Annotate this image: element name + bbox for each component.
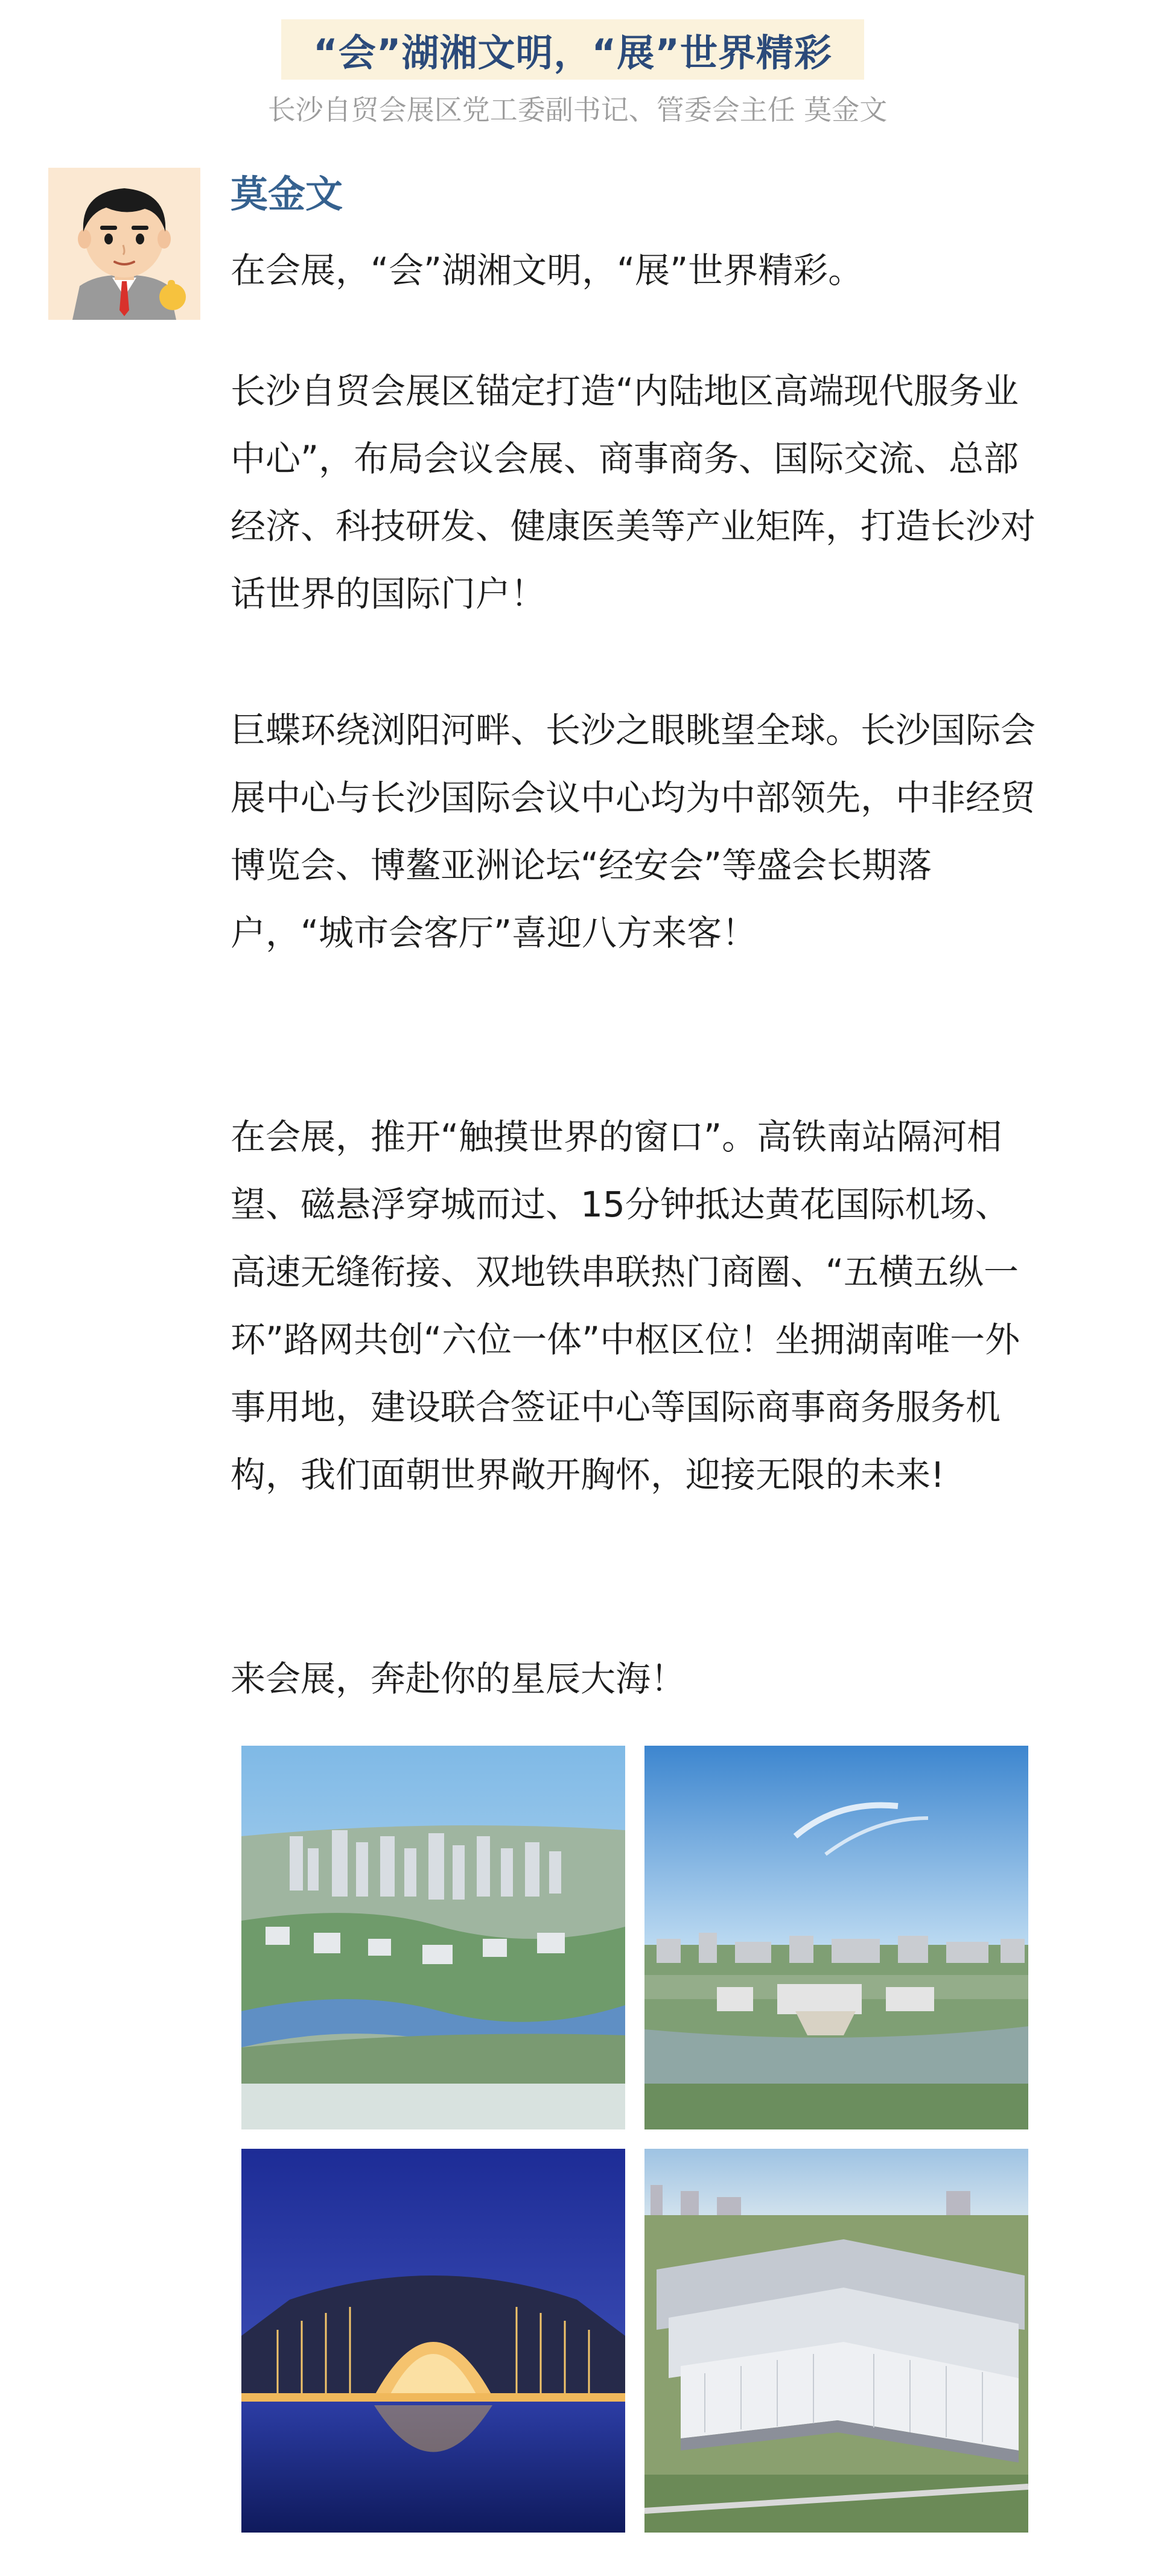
- paragraph-intro: 在会展，“会”湖湘文明，“展”世界精彩。: [231, 250, 864, 291]
- aerial-exhibition-halls-photo: [644, 2149, 1028, 2533]
- paragraph-venues: 巨蝶环绕浏阳河畔、长沙之眼眺望全球。长沙国际会展中心与长沙国际会议中心均为中部领先，中非经贸博览会、博鳌亚洲论坛“经安会”等盛会长期落户，“城市会客厅”喜迎八方来客！: [231, 710, 1036, 953]
- page-title: “会”湖湘文明，“展”世界精彩: [313, 30, 832, 75]
- aerial-convention-riverside-photo: [644, 1746, 1028, 2129]
- author-name: 莫金文: [231, 172, 343, 216]
- cartoon-man-avatar-icon: [48, 168, 200, 320]
- paragraph-positioning: 长沙自贸会展区锚定打造“内陆地区高端现代服务业中心”，布局会议会展、商事商务、国际交流、总部经济、科技研发、健康医美等产业矩阵，打造长沙对话世界的国际门户！: [231, 370, 1036, 614]
- aerial-city-river-photo: [241, 1746, 625, 2129]
- page-subtitle: 长沙自贸会展区党工委副书记、管委会主任 莫金文: [267, 94, 888, 126]
- paragraph-closing: 来会展，奔赴你的星辰大海！: [231, 1658, 686, 1699]
- paragraph-location: 在会展，推开“触摸世界的窗口”。高铁南站隔河相望、磁悬浮穿城而过、15分钟抵达黄花国际机场、高速无缝衔接、双地铁串联热门商圈、“五横五纵一环”路网共创“六位一体”中枢区位！坐拥湖南唯一外事用地，建设联合签证中心等国际商事商务服务机构，我们面朝世界敞开胸怀，迎接无限的未来!: [231, 1116, 1020, 1495]
- night-convention-center-photo: [241, 2149, 625, 2533]
- title-banner: [281, 19, 864, 80]
